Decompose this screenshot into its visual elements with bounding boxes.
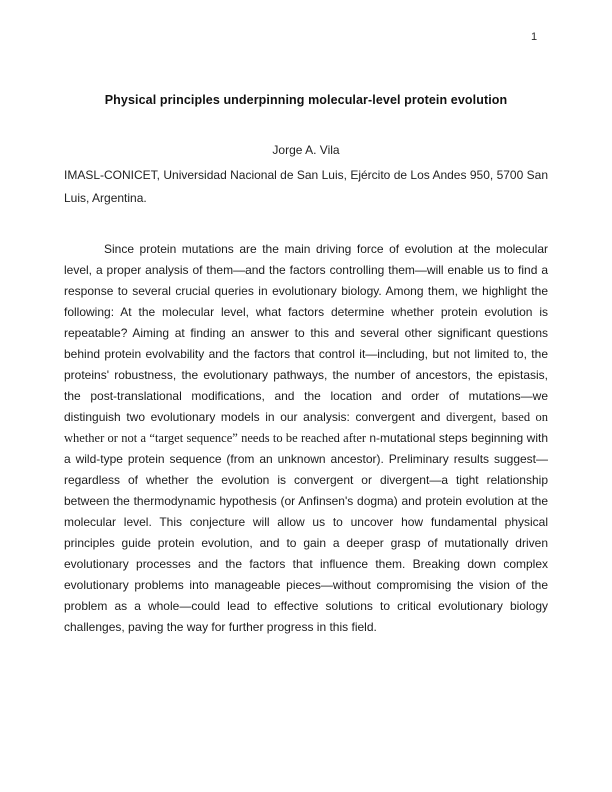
paper-title: Physical principles underpinning molecular-level protein evolution <box>104 93 508 107</box>
abstract-text-segment-sans-1: Since protein mutations are the main driving force of evolution at the molecular level, a proper analysis of them—and the factors controlling them—will enable us to find a response to several crucial queries in evolutionary biology. Among them, we highlight the following: At the molecular level, what factors determine whether protein evolution is repeatable? Aiming at finding an answer to this and several other significant questions behind protein evolvability and the factors that control it—including, but not limited to, the proteins' robustness, the evolutionary pathways, the number of ancestors, the epistasis, the post-translational modifications, and the location and order of mutations—we distinguish two evolutionary models in our analysis: convergent and <box>64 242 548 424</box>
abstract-text-segment-serif: divergent, based on whether or not a “target sequence” needs to be reached after <box>64 410 548 445</box>
abstract-paragraph <box>64 239 548 638</box>
author-affiliation: IMASL-CONICET, Universidad Nacional de San Luis, Ejército de Los Andes 950, 5700 San Luis, Argentina. <box>64 168 548 205</box>
abstract-text-segment-sans-2: n-mutational steps beginning with a wild-type protein sequence (from an unknown ancestor). Preliminary results suggest—regardless of whether the evolution is convergent or divergent—a tight relationship between the thermodynamic hypothesis (or Anfinsen's dogma) and protein evolution at the molecular level. This conjecture will allow us to uncover how fundamental physical principles guide protein evolution, and to gain a deeper grasp of mutationally driven evolutionary processes and the factors that influence them. Breaking down complex evolutionary problems into manageable pieces—without compromising the vision of the problem as a whole—could lead to effective solutions to critical evolutionary biology challenges, paving the way for further progress in this field. <box>64 431 548 634</box>
page-number: 1 <box>531 31 538 43</box>
author-name: Jorge A. Vila <box>272 143 340 157</box>
